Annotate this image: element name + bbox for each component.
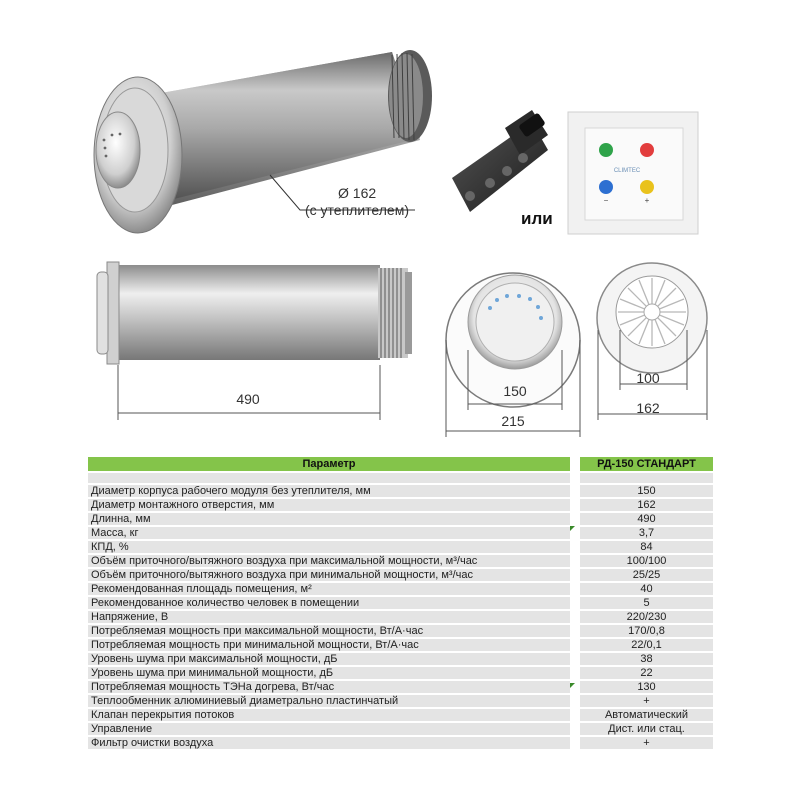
row-label: Диаметр монтажного отверстия, мм	[88, 499, 570, 511]
dim-back-162: 162	[636, 400, 660, 416]
row-label: Клапан перекрытия потоков	[88, 709, 570, 721]
row-label: Длинна, мм	[88, 513, 570, 525]
row-value: 170/0,8	[570, 625, 713, 637]
row-label: Потребляемая мощность при минимальной мощности, Вт/А·час	[88, 639, 570, 651]
row-value: 130	[570, 681, 713, 693]
row-value: 25/25	[570, 569, 713, 581]
row-label: КПД, %	[88, 541, 570, 553]
table-row	[88, 555, 713, 567]
row-value: Дист. или стац.	[570, 723, 713, 735]
row-label: Рекомендованная площадь помещения, м²	[88, 583, 570, 595]
table-row	[88, 625, 713, 637]
table-row	[88, 541, 713, 553]
row-label: Объём приточного/вытяжного воздуха при минимальной мощности, м³/час	[88, 569, 570, 581]
row-label: Фильтр очистки воздуха	[88, 737, 570, 749]
header-param: Параметр	[88, 457, 570, 471]
table-row	[88, 737, 713, 749]
cell-corner-mark	[570, 683, 575, 688]
row-label: Рекомендованное количество человек в помещении	[88, 597, 570, 609]
spec-table	[88, 455, 713, 751]
row-label: Потребляемая мощность при максимальной мощности, Вт/А·час	[88, 625, 570, 637]
unit-back-view	[597, 263, 707, 373]
spacer-row	[88, 473, 713, 483]
row-value: 3,7	[570, 527, 713, 539]
panel-plus-label: +	[644, 196, 650, 205]
table-row	[88, 611, 713, 623]
dim-front-215: 215	[501, 413, 525, 429]
row-label: Уровень шума при минимальной мощности, дБ	[88, 667, 570, 679]
table-row	[88, 681, 713, 693]
row-label: Напряжение, В	[88, 611, 570, 623]
row-value: +	[570, 737, 713, 749]
table-row	[88, 639, 713, 651]
or-label: или	[521, 209, 553, 228]
row-label: Диаметр корпуса рабочего модуля без утеплителя, мм	[88, 485, 570, 497]
table-row	[88, 695, 713, 707]
dim-insulated-note: (с утеплителем)	[305, 202, 409, 218]
row-label: Масса, кг	[88, 527, 570, 539]
dim-diameter-insulated: Ø 162	[338, 185, 377, 201]
row-value: Автоматический	[570, 709, 713, 721]
dim-front-150: 150	[503, 383, 527, 399]
row-value: +	[570, 695, 713, 707]
table-row	[88, 597, 713, 609]
row-value: 150	[570, 485, 713, 497]
table-row	[88, 569, 713, 581]
row-label: Теплообменник алюминиевый диаметрально пластинчатый	[88, 695, 570, 707]
row-value: 22	[570, 667, 713, 679]
wall-control-panel	[568, 112, 698, 234]
row-value: 162	[570, 499, 713, 511]
table-row	[88, 527, 713, 539]
row-label: Уровень шума при максимальной мощности, дБ	[88, 653, 570, 665]
row-value: 490	[570, 513, 713, 525]
row-value: 5	[570, 597, 713, 609]
row-value: 22/0,1	[570, 639, 713, 651]
header-model: РД-150 СТАНДАРТ	[570, 457, 713, 471]
row-value: 220/230	[570, 611, 713, 623]
row-value: 38	[570, 653, 713, 665]
panel-brand: CLIMTEC	[613, 168, 641, 174]
row-value: 100/100	[570, 555, 713, 567]
table-row	[88, 485, 713, 497]
table-row	[88, 499, 713, 511]
spec-table-header	[88, 457, 713, 471]
table-row	[88, 667, 713, 679]
row-value: 40	[570, 583, 713, 595]
table-row	[88, 583, 713, 595]
cell-corner-mark	[570, 526, 575, 531]
row-label: Объём приточного/вытяжного воздуха при максимальной мощности, м³/час	[88, 555, 570, 567]
row-label: Управление	[88, 723, 570, 735]
unit-side-view	[97, 262, 412, 364]
dim-back-100: 100	[636, 370, 660, 386]
table-row	[88, 653, 713, 665]
row-value: 84	[570, 541, 713, 553]
row-label: Потребляемая мощность ТЭНа догрева, Вт/час	[88, 681, 570, 693]
dim-length: 490	[236, 391, 260, 407]
table-row	[88, 513, 713, 525]
table-row	[88, 723, 713, 735]
remote-control-image	[452, 110, 548, 212]
table-row	[88, 709, 713, 721]
panel-minus-label: −	[603, 196, 609, 205]
